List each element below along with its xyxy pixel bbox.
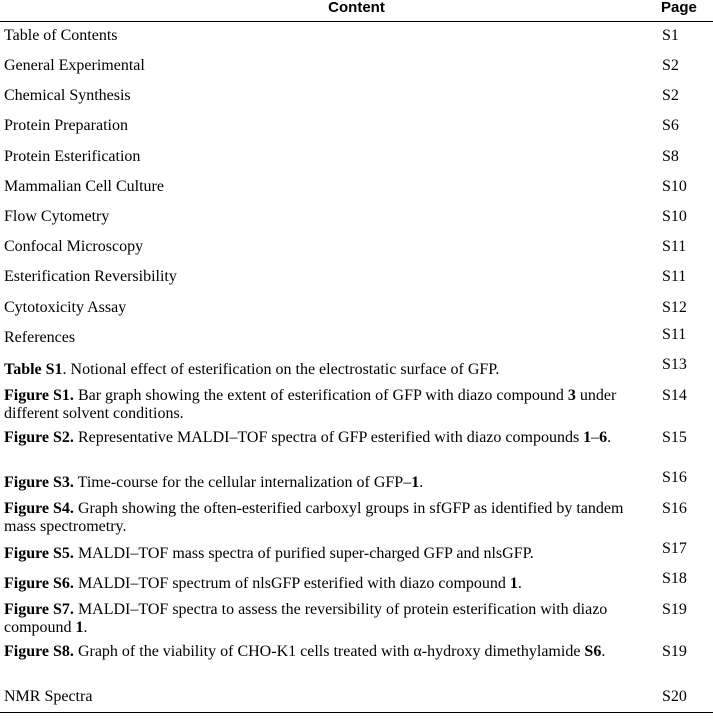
caption-text: – bbox=[591, 429, 600, 446]
toc-entry-label: References bbox=[4, 329, 76, 346]
toc-entry-label bbox=[4, 601, 652, 637]
toc-entry-label: Chemical Synthesis bbox=[4, 87, 131, 104]
compound-number: S6 bbox=[584, 643, 602, 660]
toc-entry-page: S10 bbox=[662, 208, 687, 225]
toc-entry-page: S8 bbox=[662, 148, 679, 165]
toc-entry-label bbox=[4, 474, 652, 492]
caption-text: Time-course for the cellular internalization of GFP– bbox=[73, 474, 412, 491]
toc-entry-label: Protein Preparation bbox=[4, 117, 128, 134]
compound-number: 6 bbox=[599, 429, 608, 446]
toc-entry-page: S2 bbox=[662, 87, 679, 104]
caption-text: . Notional effect of esterification on the electrostatic surface of GFP. bbox=[62, 361, 500, 378]
caption-prefix: Figure S1. bbox=[4, 387, 74, 404]
compound-number: 1 bbox=[75, 619, 84, 636]
toc-entry-page: S11 bbox=[662, 238, 687, 255]
toc-entry-page: S20 bbox=[662, 688, 687, 705]
toc-entry-page: S1 bbox=[662, 27, 679, 44]
caption-text: Representative MALDI–TOF spectra of GFP esterified with diazo compounds bbox=[73, 429, 584, 446]
caption-text: MALDI–TOF mass spectra of purified super-charged GFP and nlsGFP. bbox=[73, 545, 534, 562]
caption-text: Graph of the viability of CHO-K1 cells treated with α-hydroxy dimethylamide bbox=[73, 643, 585, 660]
toc-entry-page: S19 bbox=[662, 601, 687, 618]
toc-entry-label: Table of Contents bbox=[4, 27, 118, 44]
toc-entry-label: NMR Spectra bbox=[4, 688, 93, 705]
toc-entry-label: Confocal Microscopy bbox=[4, 238, 144, 255]
table-bottom-rule bbox=[0, 712, 713, 713]
toc-entry-page: S2 bbox=[662, 57, 679, 74]
toc-entry-page: S12 bbox=[662, 299, 687, 316]
caption-prefix: Figure S8. bbox=[4, 643, 74, 660]
caption-text: MALDI–TOF spectrum of nlsGFP esterified with diazo compound bbox=[73, 575, 510, 592]
toc-entry-label: Protein Esterification bbox=[4, 148, 141, 165]
caption-prefix: Figure S6. bbox=[4, 575, 74, 592]
toc-header bbox=[0, 0, 713, 22]
toc-entry-label bbox=[4, 429, 652, 447]
caption-prefix: Figure S2. bbox=[4, 429, 74, 446]
toc-entry-label: Cytotoxicity Assay bbox=[4, 299, 127, 316]
compound-number: 1 bbox=[411, 474, 420, 491]
toc-entry-label: Flow Cytometry bbox=[4, 208, 110, 225]
toc-entry-page: S6 bbox=[662, 117, 679, 134]
caption-text: under different solvent conditions. bbox=[4, 387, 617, 422]
caption-prefix: Table S1 bbox=[4, 361, 63, 378]
toc-entry-label bbox=[4, 387, 652, 423]
toc-entry-label: General Experimental bbox=[4, 57, 145, 74]
compound-number: 1 bbox=[509, 575, 518, 592]
toc-entry-label bbox=[4, 643, 652, 661]
page-column-header: Page bbox=[661, 0, 697, 16]
toc-entry-page: S10 bbox=[662, 178, 687, 195]
toc-entry-label bbox=[4, 575, 652, 593]
toc-entry-page: S16 bbox=[662, 500, 687, 517]
caption-text: . bbox=[607, 429, 612, 446]
caption-prefix: Figure S5. bbox=[4, 545, 74, 562]
caption-text: MALDI–TOF spectra to assess the reversibility of protein esterification with diazo compound bbox=[4, 601, 608, 636]
toc-entry-page: S11 bbox=[662, 268, 687, 285]
toc-entry-label bbox=[4, 361, 652, 379]
toc-entry-label bbox=[4, 500, 652, 536]
caption-prefix: Figure S3. bbox=[4, 474, 74, 491]
toc-entry-label: Mammalian Cell Culture bbox=[4, 178, 164, 195]
caption-text: . bbox=[83, 619, 88, 636]
toc-entry-page: S11 bbox=[662, 326, 687, 343]
compound-number: 1 bbox=[583, 429, 592, 446]
compound-number: 3 bbox=[567, 387, 576, 404]
toc-entry-page: S18 bbox=[662, 570, 687, 587]
caption-text: Bar graph showing the extent of esterification of GFP with diazo compound bbox=[73, 387, 568, 404]
toc-entry-page: S15 bbox=[662, 429, 687, 446]
toc-entry-page: S19 bbox=[662, 643, 687, 660]
toc-entry-page: S16 bbox=[662, 469, 687, 486]
caption-prefix: Figure S4. bbox=[4, 500, 74, 517]
toc-entry-page: S13 bbox=[662, 356, 687, 373]
toc-entry-page: S17 bbox=[662, 540, 687, 557]
toc-entry-label bbox=[4, 545, 652, 563]
caption-text: Graph showing the often-esterified carboxyl groups in sfGFP as identified by tandem mass spectrometry. bbox=[4, 500, 624, 535]
caption-text: . bbox=[601, 643, 606, 660]
caption-text: . bbox=[419, 474, 424, 491]
content-column-header: Content bbox=[328, 0, 385, 16]
toc-entry-label: Esterification Reversibility bbox=[4, 268, 177, 285]
caption-prefix: Figure S7. bbox=[4, 601, 74, 618]
toc-entry-page: S14 bbox=[662, 387, 687, 404]
caption-text: . bbox=[517, 575, 522, 592]
